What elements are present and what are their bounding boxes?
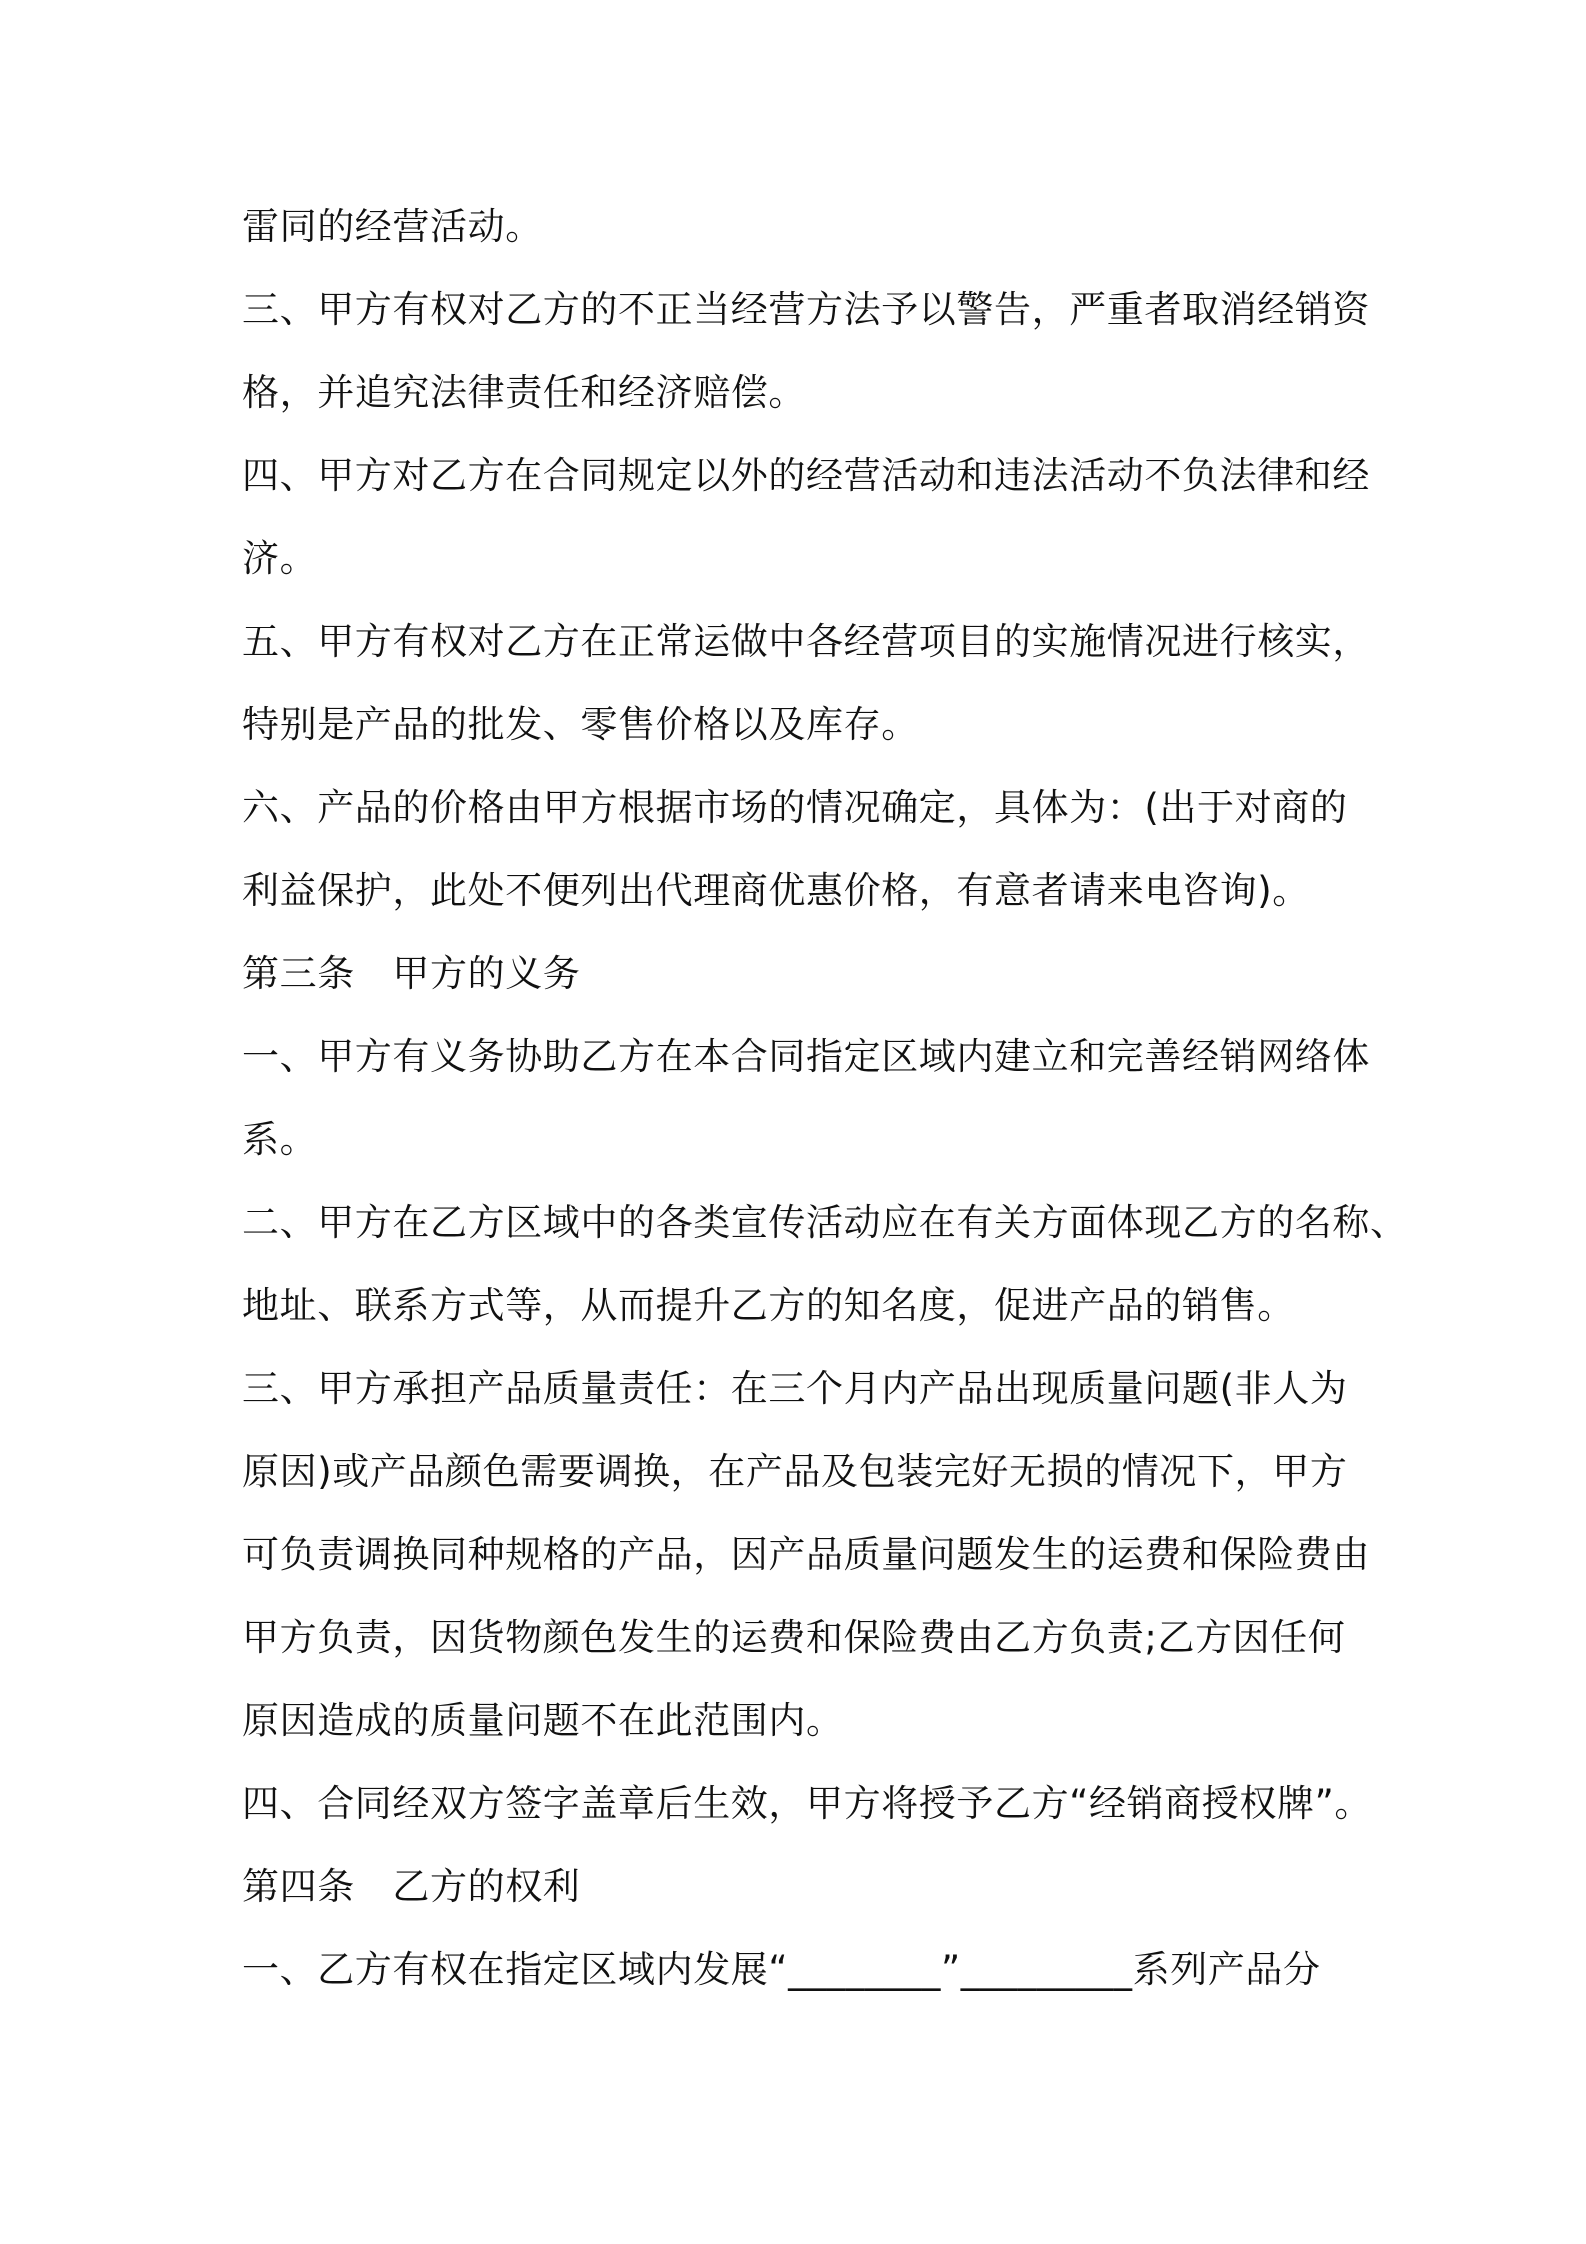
text-line: 利益保护，此处不便列出代理商优惠价格，有意者请来电咨询)。 [242, 869, 1310, 912]
text-line: 济。 [242, 537, 318, 580]
section-heading: 第三条 甲方的义务 [242, 952, 581, 995]
text-line: 特别是产品的批发、零售价格以及库存。 [242, 703, 919, 746]
text-line: 一、乙方有权在指定区域内发展“________”_________系列产品分 [242, 1948, 1321, 1991]
text-line: 格，并追究法律责任和经济赔偿。 [242, 371, 806, 414]
text-line: 二、甲方在乙方区域中的各类宣传活动应在有关方面体现乙方的名称、 [242, 1201, 1408, 1244]
text-line: 地址、联系方式等，从而提升乙方的知名度，促进产品的销售。 [242, 1284, 1295, 1327]
text-line: 一、甲方有义务协助乙方在本合同指定区域内建立和完善经销网络体 [242, 1035, 1370, 1078]
text-line: 四、甲方对乙方在合同规定以外的经营活动和违法活动不负法律和经 [242, 454, 1370, 497]
text-line: 雷同的经营活动。 [242, 205, 543, 248]
text-line: 三、甲方承担产品质量责任：在三个月内产品出现质量问题(非人为 [242, 1367, 1348, 1410]
text-line: 原因)或产品颜色需要调换，在产品及包装完好无损的情况下，甲方 [242, 1450, 1348, 1493]
text-line: 原因造成的质量问题不在此范围内。 [242, 1699, 844, 1742]
text-line: 五、甲方有权对乙方在正常运做中各经营项目的实施情况进行核实， [242, 620, 1370, 663]
text-line: 系。 [242, 1118, 318, 1161]
text-line: 可负责调换同种规格的产品，因产品质量问题发生的运费和保险费由 [242, 1533, 1370, 1576]
section-heading: 第四条 乙方的权利 [242, 1865, 581, 1908]
text-line: 甲方负责，因货物颜色发生的运费和保险费由乙方负责;乙方因任何 [242, 1616, 1346, 1659]
text-line: 六、产品的价格由甲方根据市场的情况确定，具体为：(出于对商的 [242, 786, 1348, 829]
text-line: 四、合同经双方签字盖章后生效，甲方将授予乙方“经销商授权牌”。 [242, 1782, 1372, 1825]
text-line: 三、甲方有权对乙方的不正当经营方法予以警告，严重者取消经销资 [242, 288, 1370, 331]
